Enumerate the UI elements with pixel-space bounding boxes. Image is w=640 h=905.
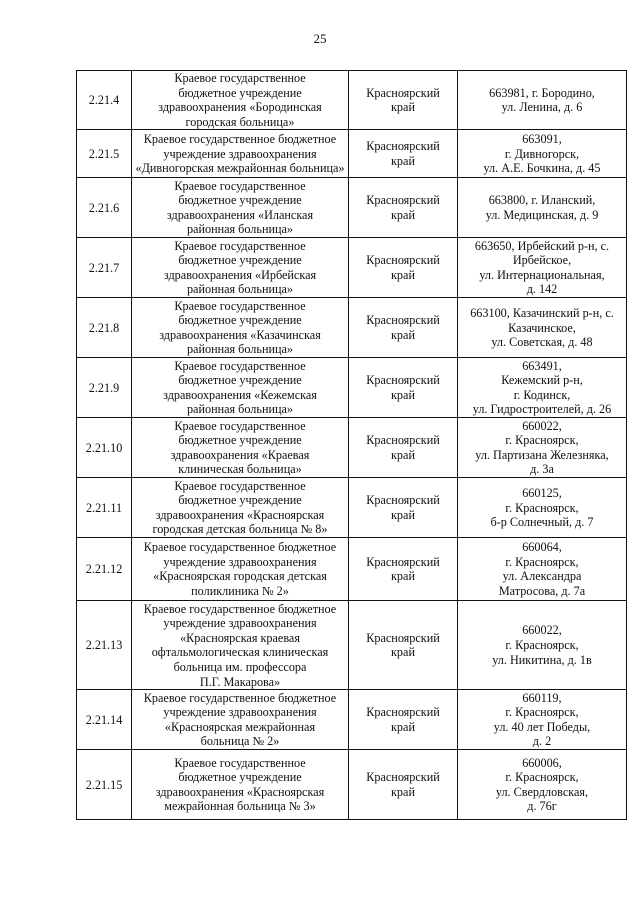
address [458, 418, 627, 478]
institution-name [132, 238, 349, 298]
address-text: 660022, г. Красноярск, ул. Никитина, д. 1в [492, 623, 592, 667]
table-row [77, 130, 627, 178]
address [458, 538, 627, 601]
table-row [77, 538, 627, 601]
address [458, 130, 627, 178]
address-text: 660064, г. Красноярск, ул. Александра Матросова, д. 7а [498, 540, 586, 598]
institution-name [132, 478, 349, 538]
row-number: 2.21.6 [77, 178, 132, 238]
region [349, 478, 458, 538]
region [349, 358, 458, 418]
institution-name-text: Краевое государственное бюджетное учреждение здравоохранения «Красноярская городская детская больница № 8» [152, 478, 328, 537]
address [458, 178, 627, 238]
region [349, 690, 458, 750]
institution-name-text: Краевое государственное бюджетное учреждение здравоохранения «Краевая клиническая больница» [170, 418, 310, 477]
address-text: 663491, Кежемский р-н, г. Кодинск, ул. Гидростроителей, д. 26 [472, 358, 612, 417]
address-text: 660125, г. Красноярск, б-р Солнечный, д. 7 [490, 485, 594, 530]
institution-name [132, 71, 349, 130]
institution-name-text: Краевое государственное бюджетное учреждение здравоохранения «Красноярская межрайонная больница № 3» [155, 755, 325, 814]
institution-name-text: Краевое государственное бюджетное учреждение здравоохранения «Кежемская районная больница» [163, 358, 317, 417]
region-text: Красноярский край [366, 193, 440, 222]
institution-name-text: Краевое государственное бюджетное учреждение здравоохранения «Красноярская межрайонная больница № 2» [143, 690, 337, 749]
institution-name [132, 601, 349, 690]
region-text: Красноярский край [366, 85, 440, 115]
institution-name-text: Краевое государственное бюджетное учреждение здравоохранения «Красноярская городская детская поликлиника № 2» [143, 540, 337, 598]
region-text: Красноярский край [366, 554, 440, 584]
address-text: 660119, г. Красноярск, ул. 40 лет Победы, д. 2 [493, 690, 591, 749]
address-text: 660022, г. Красноярск, ул. Партизана Железняка, д. 3а [475, 418, 609, 477]
institution-name [132, 298, 349, 358]
table-row [77, 690, 627, 750]
region [349, 538, 458, 601]
region [349, 750, 458, 820]
address [458, 690, 627, 750]
region-text: Красноярский край [366, 630, 440, 660]
row-number: 2.21.8 [77, 298, 132, 358]
institution-name [132, 750, 349, 820]
table-row [77, 238, 627, 298]
region [349, 130, 458, 178]
institution-name-text: Краевое государственное бюджетное учреждение здравоохранения «Казачинская районная больница» [159, 298, 321, 357]
region-text: Красноярский край [366, 705, 440, 734]
institution-name-text: Краевое государственное бюджетное учреждение здравоохранения «Бородинская городская больница» [158, 71, 322, 129]
row-number: 2.21.9 [77, 358, 132, 418]
institution-name-text: Краевое государственное бюджетное учреждение здравоохранения «Ирбейская районная больница» [163, 238, 317, 297]
address [458, 238, 627, 298]
address-text: 660006, г. Красноярск, ул. Свердловская, д. 76г [495, 755, 589, 814]
table-body [77, 71, 627, 820]
table-row [77, 418, 627, 478]
address [458, 358, 627, 418]
institution-name [132, 178, 349, 238]
address [458, 298, 627, 358]
address-text: 663981, г. Бородино, ул. Ленина, д. 6 [489, 85, 595, 115]
region [349, 178, 458, 238]
institution-name-text: Краевое государственное бюджетное учреждение здравоохранения «Дивногорская межрайонная больница» [135, 131, 345, 176]
address [458, 71, 627, 130]
row-number: 2.21.11 [77, 478, 132, 538]
region [349, 298, 458, 358]
region-text: Красноярский край [366, 770, 440, 799]
table-row [77, 750, 627, 820]
row-number: 2.21.13 [77, 601, 132, 690]
institutions-table [76, 70, 627, 820]
institution-name-text: Краевое государственное бюджетное учреждение здравоохранения «Красноярская краевая офтальмологическая клиническая больница им. профессора П.Г. Макарова» [143, 601, 337, 689]
region [349, 238, 458, 298]
institution-name [132, 690, 349, 750]
address-text: 663800, г. Иланский, ул. Медицинская, д. 9 [485, 193, 599, 222]
region-text: Красноярский край [366, 313, 440, 342]
table-row [77, 178, 627, 238]
row-number: 2.21.15 [77, 750, 132, 820]
address-text: 663650, Ирбейский р-н, с. Ирбейское, ул. Интернациональная, д. 142 [474, 238, 610, 297]
institution-name-text: Краевое государственное бюджетное учреждение здравоохранения «Иланская районная больница» [166, 178, 314, 237]
row-number: 2.21.14 [77, 690, 132, 750]
row-number: 2.21.7 [77, 238, 132, 298]
address-text: 663100, Казачинский р-н, с. Казачинское, ул. Советская, д. 48 [470, 305, 614, 350]
table-row [77, 71, 627, 130]
region [349, 71, 458, 130]
institution-name [132, 358, 349, 418]
address-text: 663091, г. Дивногорск, ул. А.Е. Бочкина, д. 45 [483, 131, 601, 176]
region-text: Красноярский край [366, 373, 440, 402]
table-row [77, 601, 627, 690]
region-text: Красноярский край [366, 139, 440, 168]
region [349, 601, 458, 690]
table-row [77, 478, 627, 538]
row-number: 2.21.5 [77, 130, 132, 178]
row-number: 2.21.12 [77, 538, 132, 601]
row-number: 2.21.10 [77, 418, 132, 478]
region-text: Красноярский край [366, 433, 440, 462]
region-text: Красноярский край [366, 253, 440, 282]
table-row [77, 358, 627, 418]
page-number: 25 [313, 31, 327, 46]
table-row [77, 298, 627, 358]
institution-name [132, 418, 349, 478]
region [349, 418, 458, 478]
address [458, 750, 627, 820]
institution-name [132, 130, 349, 178]
row-number: 2.21.4 [77, 71, 132, 130]
address [458, 601, 627, 690]
institution-name [132, 538, 349, 601]
address [458, 478, 627, 538]
region-text: Красноярский край [366, 493, 440, 522]
